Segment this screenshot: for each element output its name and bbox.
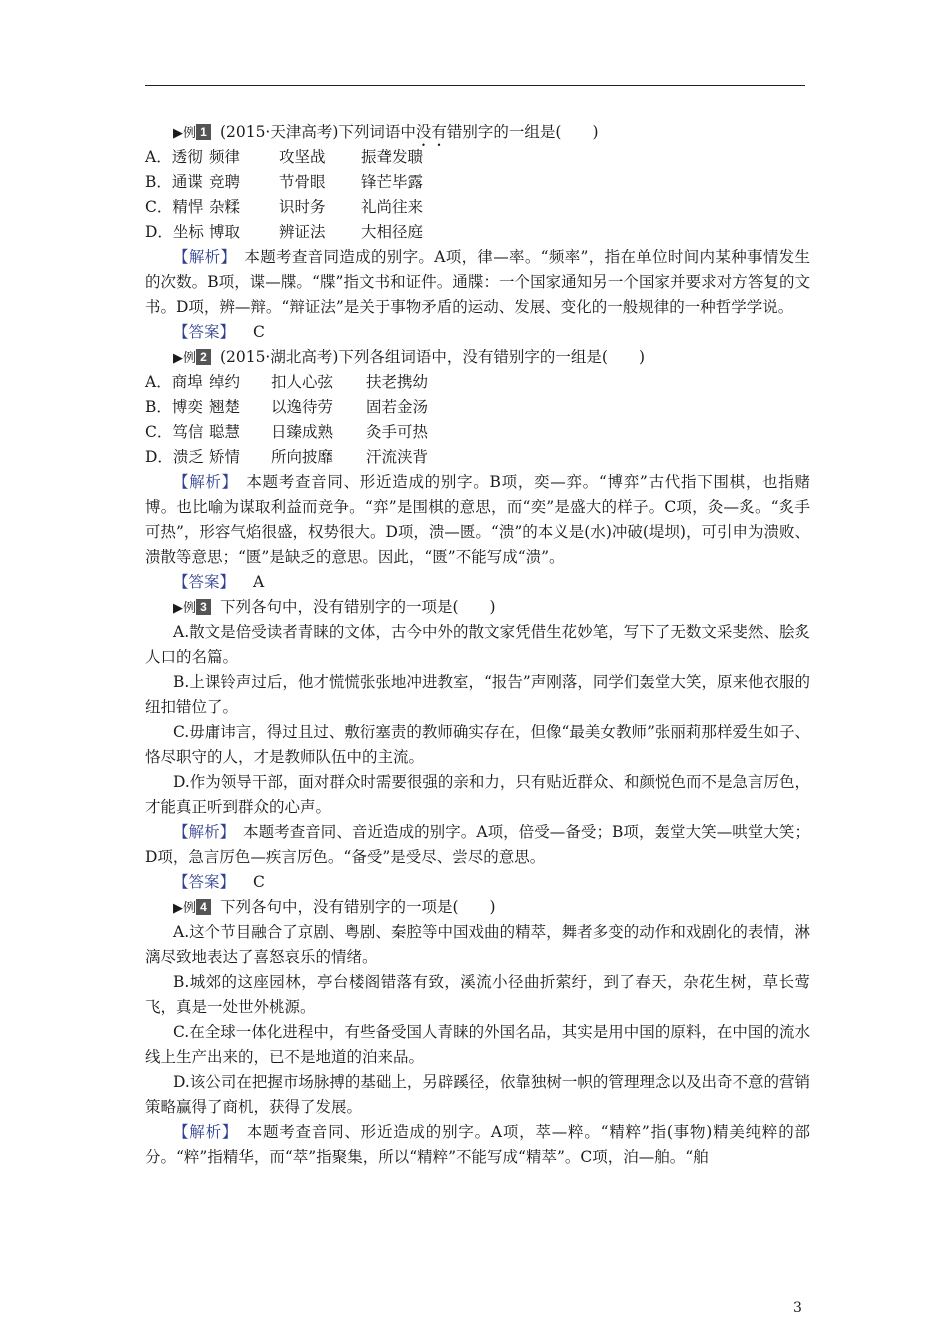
example-badge: ▶例 1 — [173, 120, 211, 145]
example-1-option-d: D．坐标 博取 辨证法 大相径庭 — [145, 223, 424, 241]
header-rule — [145, 85, 805, 86]
example-1-stem: ▶例 1 (2015·天津高考)下列词语中没有错别字的一组是( ) — [145, 120, 810, 145]
example-2-analysis: 【解析】 本题考查音同、形近造成的别字。B项，奕—弈。“博弈”古代指下围棋，也指赌博。也比喻为谋取利益而竞争。“弈”是围棋的意思，而“奕”是盛大的样子。C项，灸—炙。“炙手可热”，形容气焰很盛，权势很大。D项，溃—匮。“溃”的本义是(水)冲破(堤坝)，可引申为溃败、溃散等意思；“匮”是缺乏的意思。因此，“匮”不能写成“溃”。 — [145, 473, 810, 566]
example-1-option-c: C．精悍 杂糅 识时务 礼尚往来 — [145, 198, 424, 216]
example-4-stem: ▶例 4 下列各句中，没有错别字的一项是( ) — [145, 895, 810, 920]
page-number: 3 — [793, 1300, 802, 1316]
example-2-option-c: C．笃信 聪慧 日臻成熟 灸手可热 — [145, 423, 429, 441]
example-1-answer: 【答案】 C — [173, 323, 265, 341]
example-3-answer: 【答案】 C — [173, 873, 265, 891]
example-4-sentence-b: B.城郊的这座园林，亭台楼阁错落有致，溪流小径曲折萦纡，到了春天，杂花生树，草长莺飞，真是一处世外桃源。 — [145, 973, 810, 1016]
example-3-sentence-c: C.毋庸讳言，得过且过、敷衍塞责的教师确实存在，但像“最美女教师”张丽莉那样爱生如子、恪尽职守的人，才是教师队伍中的主流。 — [145, 723, 810, 766]
example-2-option-a: A．商埠 绰约 扣人心弦 扶老携幼 — [145, 373, 429, 391]
example-1-option-a: A．透彻 频律 攻坚战 振聋发聩 — [145, 148, 424, 166]
example-3-sentence-a: A.散文是倍受读者青睐的文体，古今中外的散文家凭借生花妙笔，写下了无数文采斐然、脍炙人口的名篇。 — [145, 623, 810, 666]
example-1-option-b: B．通谍 竞聘 节骨眼 锋芒毕露 — [145, 173, 424, 191]
example-4-sentence-c: C.在全球一体化进程中，有些备受国人青睐的外国名品，其实是用中国的原料，在中国的流水线上生产出来的，已不是地道的泊来品。 — [145, 1023, 810, 1066]
example-3-sentence-d: D.作为领导干部，面对群众时需要很强的亲和力，只有贴近群众、和颜悦色而不是急言厉色，才能真正听到群众的心声。 — [145, 773, 810, 816]
example-2-option-d: D．溃乏 矫情 所向披靡 汗流浃背 — [145, 448, 429, 466]
example-2-answer: 【答案】 A — [173, 573, 265, 591]
example-2-stem: ▶例 2 (2015·湖北高考)下列各组词语中，没有错别字的一组是( ) — [145, 345, 810, 370]
page-content — [145, 120, 810, 1170]
example-1-analysis: 【解析】 本题考查音同造成的别字。A项，律—率。“频率”，指在单位时间内某种事情发生的次数。B项，谍—牒。“牒”指文书和证件。通牒：一个国家通知另一个国家并要求对方答复的文书。D项，辨—辩。“辩证法”是关于事物矛盾的运动、发展、变化的一般规律的一种哲学学说。 — [145, 248, 810, 316]
example-3-stem: ▶例 3 下列各句中，没有错别字的一项是( ) — [145, 595, 810, 620]
example-4-analysis: 【解析】 本题考查音同、形近造成的别字。A项，萃—粹。“精粹”指(事物)精美纯粹的部分。“粹”指精华，而“萃”指聚集，所以“精粹”不能写成“精萃”。C项，泊—舶。“舶 — [145, 1123, 810, 1166]
example-badge: ▶例 2 — [173, 345, 211, 370]
example-4-sentence-a: A.这个节目融合了京剧、粤剧、秦腔等中国戏曲的精萃，舞者多变的动作和戏剧化的表情，淋漓尽致地表达了喜怒哀乐的情绪。 — [145, 923, 810, 966]
example-badge: ▶例 4 — [173, 895, 211, 920]
example-3-analysis: 【解析】 本题考查音同、音近造成的别字。A项，倍受—备受；B项，轰堂大笑—哄堂大笑；D项，急言厉色—疾言厉色。“备受”是受尽、尝尽的意思。 — [145, 823, 810, 866]
example-4-sentence-d: D.该公司在把握市场脉搏的基础上，另辟蹊径，依靠独树一帜的管理理念以及出奇不意的营销策略赢得了商机，获得了发展。 — [145, 1073, 810, 1116]
example-3-sentence-b: B.上课铃声过后，他才慌慌张张地冲进教室，“报告”声刚落，同学们轰堂大笑，原来他衣服的纽扣错位了。 — [145, 673, 810, 716]
example-badge: ▶例 3 — [173, 595, 211, 620]
example-2-option-b: B．博奕 翘楚 以逸待劳 固若金汤 — [145, 398, 429, 416]
